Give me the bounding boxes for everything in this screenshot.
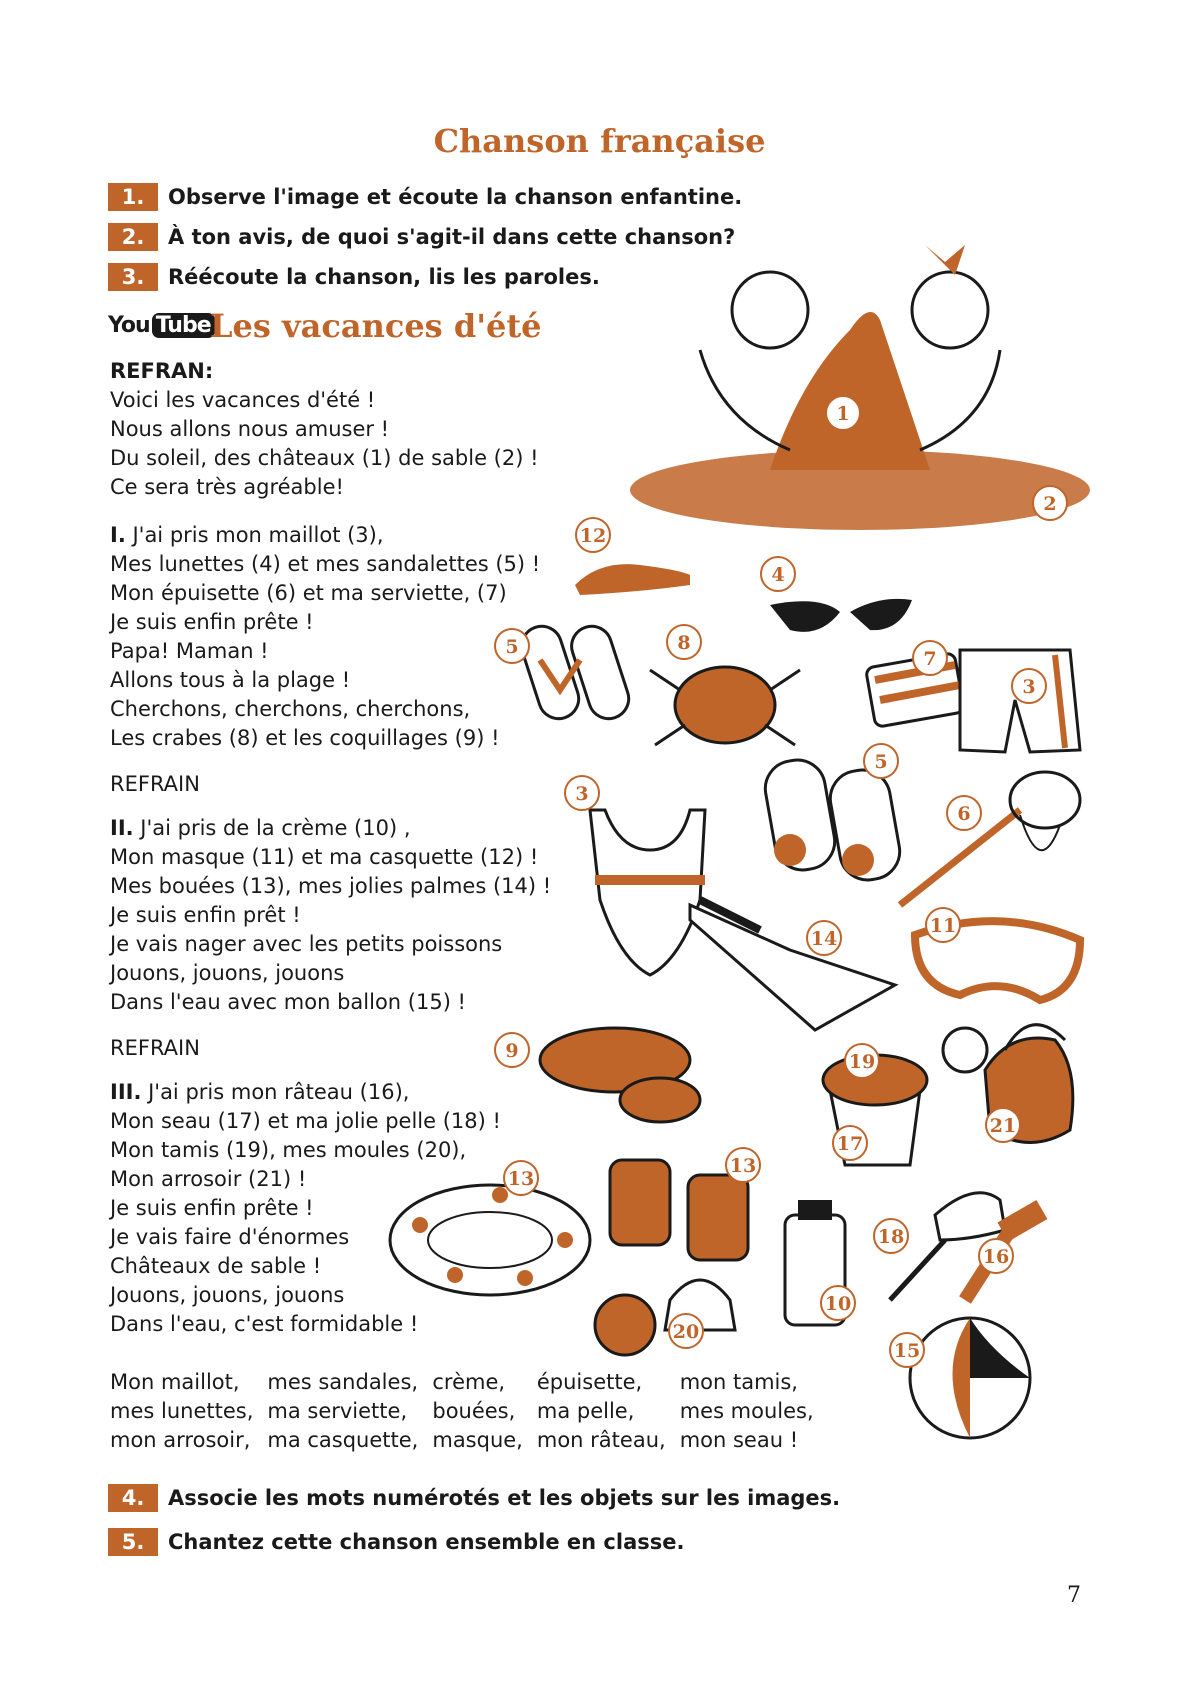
number-marker bbox=[821, 1286, 855, 1320]
verse-label: III. bbox=[110, 1080, 142, 1104]
marker-label: 6 bbox=[957, 803, 971, 825]
marker-label: 7 bbox=[923, 648, 937, 670]
marker-label: 3 bbox=[1022, 676, 1036, 698]
lyric-line: Dans l'eau avec mon ballon (15) ! bbox=[110, 990, 466, 1014]
lyric-line: Je suis enfin prête ! bbox=[110, 1196, 314, 1220]
word: crème, bbox=[432, 1370, 506, 1394]
lyric-line: Mon arrosoir (21) ! bbox=[110, 1167, 307, 1191]
word: mon arrosoir, bbox=[110, 1428, 251, 1452]
task-number: 2. bbox=[108, 223, 158, 251]
lyric-line: Mon tamis (19), mes moules (20), bbox=[110, 1138, 467, 1162]
number-marker bbox=[495, 1033, 529, 1067]
word: mon râteau, bbox=[536, 1428, 666, 1452]
lyric-line: Du soleil, des châteaux (1) de sable (2) ! bbox=[110, 446, 539, 470]
marker-label: 3 bbox=[575, 783, 589, 805]
word: ma serviette, bbox=[267, 1399, 408, 1423]
lyric-line: Voici les vacances d'été ! bbox=[110, 388, 376, 412]
lyric-line: J'ai pris de la crème (10) , bbox=[133, 816, 411, 840]
word: mes lunettes, bbox=[110, 1399, 254, 1423]
number-marker bbox=[576, 518, 610, 552]
task-number: 3. bbox=[108, 263, 158, 291]
lyric-line: Jouons, jouons, jouons bbox=[110, 961, 345, 985]
task-number: 4. bbox=[108, 1484, 158, 1512]
number-marker bbox=[864, 744, 898, 778]
number-marker bbox=[979, 1239, 1013, 1273]
lyric-line: J'ai pris mon maillot (3), bbox=[125, 523, 384, 547]
lyric-line: Mon seau (17) et ma jolie pelle (18) ! bbox=[110, 1109, 501, 1133]
number-marker bbox=[669, 1314, 703, 1348]
word: mes moules, bbox=[679, 1399, 814, 1423]
task-text: Chantez cette chanson ensemble en classe. bbox=[168, 1530, 685, 1554]
number-marker bbox=[495, 629, 529, 663]
lyric-line: Mon masque (11) et ma casquette (12) ! bbox=[110, 845, 539, 869]
task-text: À ton avis, de quoi s'agit-il dans cette chanson? bbox=[168, 225, 736, 249]
lyric-line: Mes bouées (13), mes jolies palmes (14) ! bbox=[110, 874, 552, 898]
lyric-line: Je suis enfin prêt ! bbox=[110, 903, 301, 927]
number-marker bbox=[947, 796, 981, 830]
number-marker bbox=[874, 1219, 908, 1253]
lyric-line: Nous allons nous amuser ! bbox=[110, 417, 390, 441]
marker-label: 9 bbox=[505, 1040, 519, 1062]
word: mon tamis, bbox=[679, 1370, 798, 1394]
lyric-line: J'ai pris mon râteau (16), bbox=[141, 1080, 410, 1104]
number-marker bbox=[926, 908, 960, 942]
number-marker bbox=[565, 776, 599, 810]
marker-label: 13 bbox=[507, 1168, 535, 1190]
verse-label: II. bbox=[110, 816, 134, 840]
word: Mon maillot, bbox=[110, 1370, 240, 1394]
page-number: 7 bbox=[1067, 1583, 1081, 1608]
number-marker bbox=[761, 557, 795, 591]
lyric-line: Jouons, jouons, jouons bbox=[110, 1283, 345, 1307]
marker-label: 14 bbox=[810, 928, 838, 950]
lyric-line: Ce sera très agréable! bbox=[110, 475, 344, 499]
marker-label: 17 bbox=[836, 1133, 864, 1155]
number-marker bbox=[913, 641, 947, 675]
lyric-line: Mes lunettes (4) et mes sandalettes (5) ! bbox=[110, 552, 541, 576]
lyric-line: Je vais faire d'énormes bbox=[110, 1225, 350, 1249]
marker-label: 8 bbox=[677, 632, 691, 654]
task-number: 5. bbox=[108, 1528, 158, 1556]
lyric-line: Châteaux de sable ! bbox=[110, 1254, 322, 1278]
task-text: Observe l'image et écoute la chanson enfantine. bbox=[168, 185, 743, 209]
number-marker bbox=[1033, 486, 1067, 520]
lyric-line: Je suis enfin prête ! bbox=[110, 610, 314, 634]
marker-label: 11 bbox=[929, 915, 957, 937]
marker-label: 4 bbox=[771, 564, 785, 586]
lyric-line: Je vais nager avec les petits poissons bbox=[110, 932, 503, 956]
number-marker bbox=[833, 1126, 867, 1160]
lyric-line: Allons tous à la plage ! bbox=[110, 668, 351, 692]
marker-label: 16 bbox=[982, 1246, 1010, 1268]
word: bouées, bbox=[432, 1399, 516, 1423]
lyric-line: Cherchons, cherchons, cherchons, bbox=[110, 697, 471, 721]
youtube-you: You bbox=[108, 313, 150, 338]
number-marker bbox=[807, 921, 841, 955]
number-marker bbox=[504, 1161, 538, 1195]
youtube-tube: Tube bbox=[152, 313, 215, 338]
word: masque, bbox=[432, 1428, 523, 1452]
number-marker bbox=[845, 1044, 879, 1078]
word: mon seau ! bbox=[679, 1428, 799, 1452]
refrain-label: REFRAIN bbox=[110, 772, 200, 796]
marker-label: 20 bbox=[672, 1321, 700, 1343]
marker-label: 2 bbox=[1043, 493, 1057, 515]
refrain-label: REFRAIN bbox=[110, 1036, 200, 1060]
word: ma pelle, bbox=[536, 1399, 635, 1423]
marker-label: 15 bbox=[893, 1340, 921, 1362]
marker-label: 10 bbox=[824, 1293, 852, 1315]
number-marker bbox=[890, 1333, 924, 1367]
word: épuisette, bbox=[536, 1370, 643, 1394]
number-marker bbox=[986, 1108, 1020, 1142]
page-title: Chanson française bbox=[433, 122, 766, 160]
marker-label: 18 bbox=[877, 1226, 905, 1248]
lyric-line: Papa! Maman ! bbox=[110, 639, 269, 663]
marker-label: 5 bbox=[874, 751, 888, 773]
word: ma casquette, bbox=[267, 1428, 419, 1452]
marker-label: 12 bbox=[579, 525, 607, 547]
lyric-line: Dans l'eau, c'est formidable ! bbox=[110, 1312, 419, 1336]
task-text: Associe les mots numérotés et les objets sur les images. bbox=[168, 1486, 841, 1510]
lyric-line: Les crabes (8) et les coquillages (9) ! bbox=[110, 726, 500, 750]
task-number: 1. bbox=[108, 183, 158, 211]
number-marker bbox=[726, 1148, 760, 1182]
song-title: Les vacances d'été bbox=[210, 307, 542, 345]
lyric-line: Mon épuisette (6) et ma serviette, (7) bbox=[110, 581, 507, 605]
number-marker bbox=[826, 396, 860, 430]
marker-label: 1 bbox=[836, 403, 850, 425]
refrain-label: REFRAN: bbox=[110, 359, 214, 383]
task-text: Réécoute la chanson, lis les paroles. bbox=[168, 265, 600, 289]
marker-label: 21 bbox=[989, 1115, 1017, 1137]
marker-label: 13 bbox=[729, 1155, 757, 1177]
marker-label: 19 bbox=[848, 1051, 876, 1073]
marker-label: 5 bbox=[505, 636, 519, 658]
word: mes sandales, bbox=[267, 1370, 419, 1394]
verse-label: I. bbox=[110, 523, 126, 547]
number-marker bbox=[667, 625, 701, 659]
number-marker bbox=[1012, 669, 1046, 703]
